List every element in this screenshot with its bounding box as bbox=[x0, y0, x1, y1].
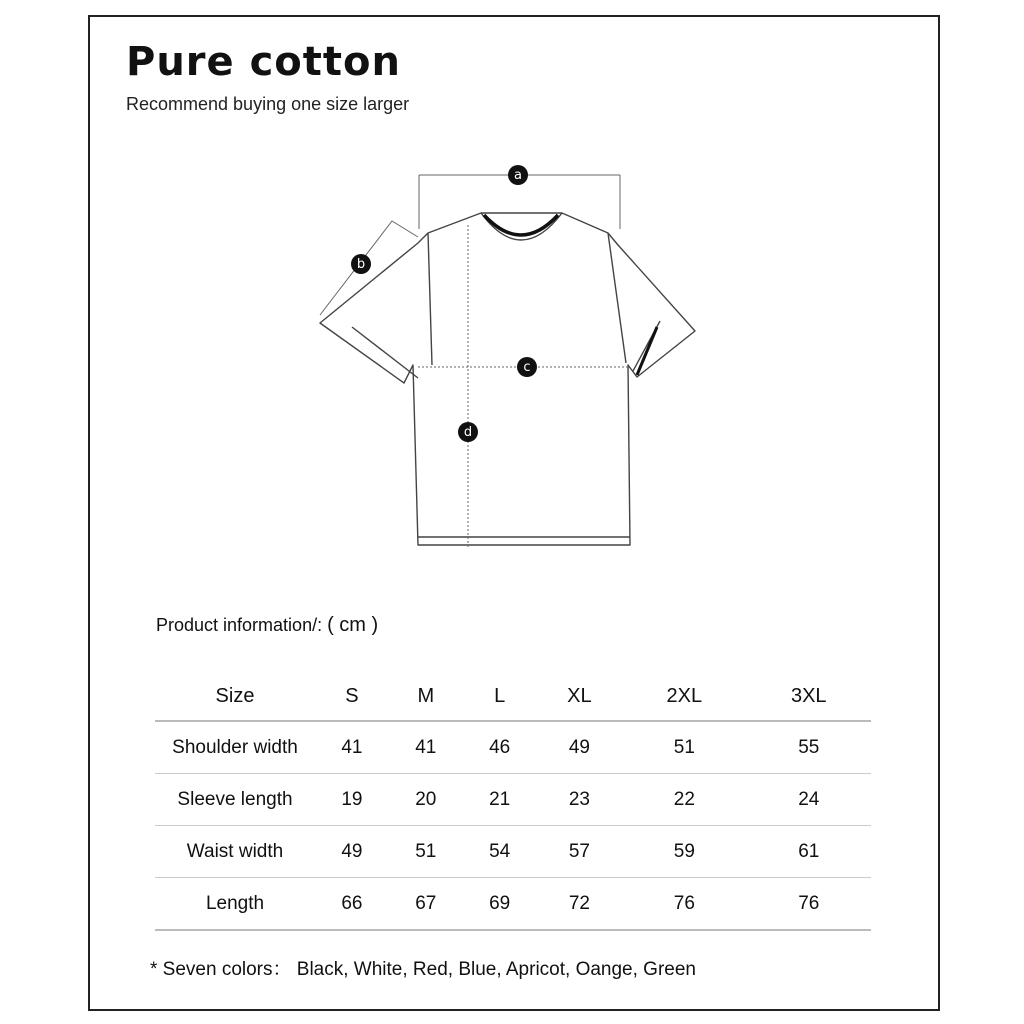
marker-b bbox=[351, 254, 371, 274]
size-table bbox=[155, 672, 871, 931]
product-info-unit: ( cm ) bbox=[327, 614, 379, 636]
size-col-3xl: 3XL bbox=[747, 672, 871, 721]
table-row-length bbox=[155, 878, 871, 931]
table-cell: 51 bbox=[622, 721, 746, 774]
svg-text:a: a bbox=[514, 168, 522, 183]
table-cell: 69 bbox=[463, 878, 537, 931]
tshirt-diagram bbox=[300, 155, 720, 565]
svg-text:d: d bbox=[463, 425, 473, 440]
table-cell: 51 bbox=[389, 826, 463, 878]
product-info-heading bbox=[156, 614, 378, 637]
row-label: Sleeve length bbox=[155, 774, 315, 826]
size-col-2xl: 2XL bbox=[622, 672, 746, 721]
table-cell: 46 bbox=[463, 721, 537, 774]
table-row-waist-width bbox=[155, 826, 871, 878]
size-col-l: L bbox=[463, 672, 537, 721]
size-header: Size bbox=[155, 672, 315, 721]
size-col-m: M bbox=[389, 672, 463, 721]
row-label: Waist width bbox=[155, 826, 315, 878]
table-cell: 67 bbox=[389, 878, 463, 931]
marker-d bbox=[458, 422, 478, 442]
collar-rib bbox=[484, 215, 558, 235]
table-cell: 59 bbox=[622, 826, 746, 878]
row-label: Shoulder width bbox=[155, 721, 315, 774]
table-cell: 24 bbox=[747, 774, 871, 826]
table-cell: 76 bbox=[622, 878, 746, 931]
table-cell: 19 bbox=[315, 774, 389, 826]
table-row-shoulder-width bbox=[155, 721, 871, 774]
row-label: Length bbox=[155, 878, 315, 931]
table-cell: 49 bbox=[537, 721, 623, 774]
table-cell: 61 bbox=[747, 826, 871, 878]
table-cell: 66 bbox=[315, 878, 389, 931]
table-cell: 20 bbox=[389, 774, 463, 826]
table-cell: 22 bbox=[622, 774, 746, 826]
table-cell: 72 bbox=[537, 878, 623, 931]
table-cell: 49 bbox=[315, 826, 389, 878]
table-cell: 55 bbox=[747, 721, 871, 774]
table-cell: 76 bbox=[747, 878, 871, 931]
table-cell: 57 bbox=[537, 826, 623, 878]
colors-note: * Seven colors： Black, White, Red, Blue, Apricot, Oange, Green bbox=[150, 959, 696, 980]
table-cell: 54 bbox=[463, 826, 537, 878]
tshirt-outline bbox=[320, 213, 695, 545]
page-title: Pure cotton bbox=[126, 39, 401, 85]
table-row-sleeve-length bbox=[155, 774, 871, 826]
size-col-xl: XL bbox=[537, 672, 623, 721]
marker-a bbox=[508, 165, 528, 185]
svg-text:c: c bbox=[523, 360, 531, 375]
table-cell: 41 bbox=[315, 721, 389, 774]
product-info-label: Product information/: bbox=[156, 615, 323, 635]
marker-c bbox=[517, 357, 537, 377]
size-header-row bbox=[155, 672, 871, 721]
table-cell: 23 bbox=[537, 774, 623, 826]
table-cell: 41 bbox=[389, 721, 463, 774]
table-cell: 21 bbox=[463, 774, 537, 826]
svg-text:b: b bbox=[356, 257, 366, 272]
size-col-s: S bbox=[315, 672, 389, 721]
page-subtitle: Recommend buying one size larger bbox=[126, 94, 410, 114]
